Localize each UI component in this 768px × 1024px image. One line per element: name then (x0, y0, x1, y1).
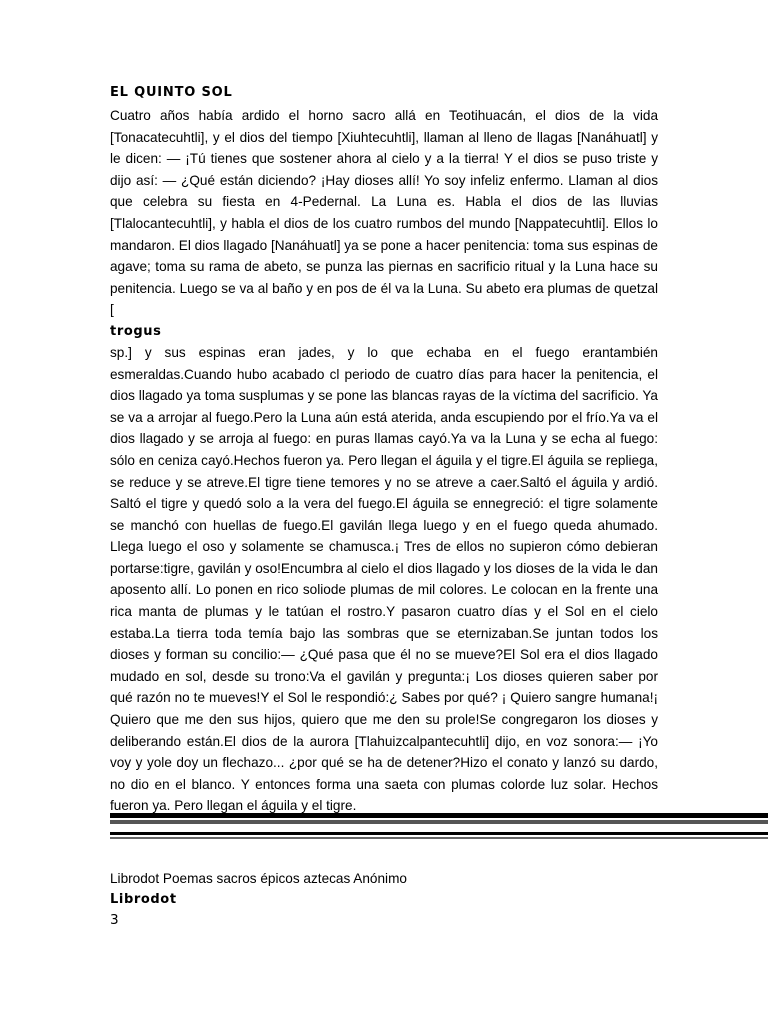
divider-line-1 (110, 813, 768, 818)
page-footer (110, 868, 658, 931)
document-title: EL QUINTO SOL (110, 85, 233, 100)
paragraph-2: sp.] y sus espinas eran jades, y lo que echaba en el fuego erantambién esmeraldas.Cuando hubo acabado cl periodo de cuatro días para hacer la penitencia, el dios llagado ya toma susplumas y se pone las blancas rayas de la víctima del sacrificio. Ya se va a arrojar al fuego.Pero la Luna aún está aterida, anda escupiendo por el frío.Ya va el dios llagado y se arroja al fuego: en puras llamas cayó.Ya va la Luna y se echa al fuego: sólo en ceniza cayó.Hechos fueron ya. Pero llegan el águila y el tigre.El águila se repliega, se reduce y se atreve.El tigre tiene temores y no se atreve a caer.Saltó el águila y ardió. Saltó el tigre y quedó solo a la vera del fuego.El águila se ennegreció: el tigre solamente se manchó con huellas de fuego.El gavilán llega luego y en el fuego queda ahumado. Llega luego el oso y solamente se chamusca.¡ Tres de ellos no supieron cómo debieran portarse:tigre, gavilán y oso!Encumbra al cielo el dios llagado y los dioses de la vida le dan aposento allí. Lo ponen en rico soliode plumas de mil colores. Le colocan en la frente una rica manta de plumas y le tatúan el rostro.Y pasaron cuatro días y el Sol en el cielo estaba.La tierra toda temía bajo las sombras que se eternizaban.Se juntan todos los dioses y forman su concilio:— ¿Qué pasa que él no se mueve?El Sol era el dios llagado mudado en sol, desde su trono:Va el gavilán y pregunta:¡ Los dioses quieren saber por qué razón no te mueves!Y el Sol le respondió:¿ Sabes por qué? ¡ Quiero sangre humana!¡ Quiero que me den sus hijos, quiero que me den su prole!Se congregaron los dioses y deliberando están.El dios de la aurora [Tlahuizcalpantecuhtli] dijo, en voz sonora:— ¡Yo voy y yole doy un flechazo... ¿por qué se ha de detener?Hizo el conato y lanzó su dardo, no dio en el blanco. Y entonces forma una saeta con plumas colorde luz solar. Hechos fueron ya. Pero llegan el águila y el tigre. (110, 344, 658, 814)
page-number: 3 (110, 912, 119, 928)
divider-line-3 (110, 832, 768, 835)
footer-source: Librodot Poemas sacros épicos aztecas Anónimo (110, 871, 407, 886)
footer-divider (110, 813, 768, 839)
divider-line-2 (110, 820, 768, 824)
footer-brand: Librodot (110, 892, 177, 907)
species-word: trogus (110, 323, 162, 339)
paragraph-1: Cuatro años había ardido el horno sacro allá en Teotihuacán, el dios de la vida [Tonacatecuhtli], y el dios del tiempo [Xiuhtecuhtli], llaman al lleno de llagas [Nanáhuatl] y le dicen: — ¡Tú tienes que sostener ahora al cielo y a la tierra! Y el dios se puso triste y dijo así: — ¿Qué están diciendo? ¡Hay dioses allí! Yo soy infeliz enfermo. Llaman al dios que celebra su fiesta en 4-Pedernal. La Luna es. Habla el dios de las lluvias [Tlalocantecuhtli], y habla el dios de los cuatro rumbos del mundo [Nappatecuhtli]. Ellos lo mandaron. El dios llagado [Nanáhuatl] ya se pone a hacer penitencia: toma sus espinas de agave; toma su rama de abeto, se punza las piernas en sacrificio ritual y la Luna hace su penitencia. Luego se va al baño y en pos de él va la Luna. Su abeto era plumas de quetzal [ (110, 108, 658, 318)
divider-line-4 (110, 837, 768, 839)
document-body (110, 84, 658, 817)
